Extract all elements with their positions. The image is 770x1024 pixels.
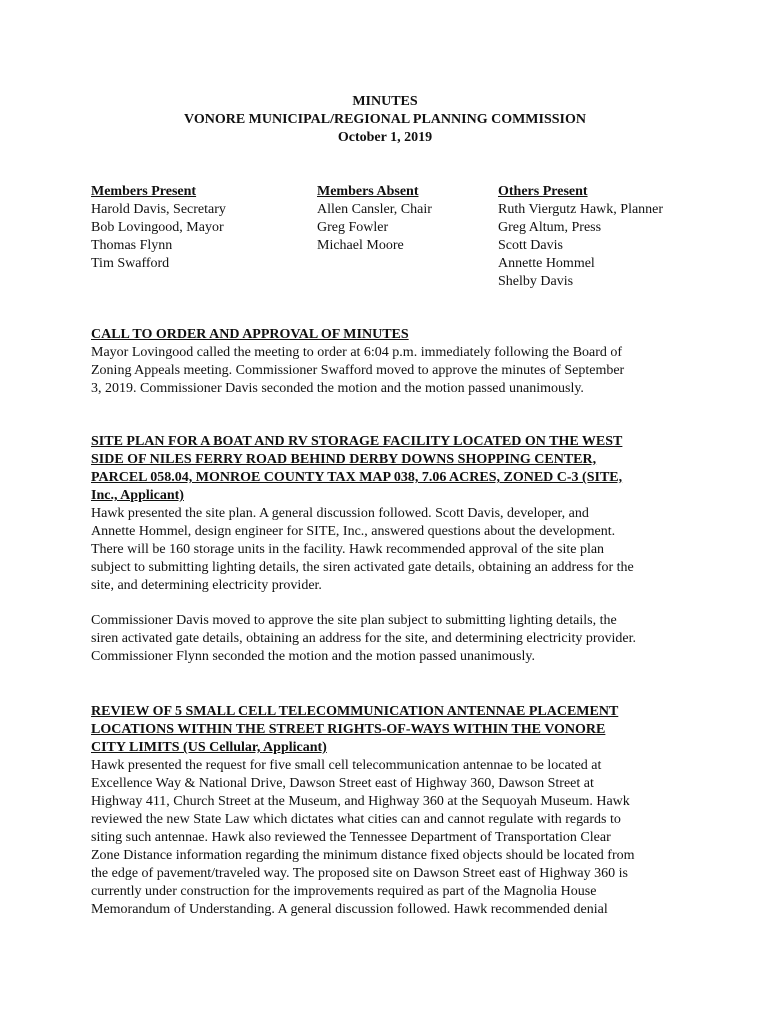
heading-title: MINUTES <box>352 94 418 109</box>
others-present-title: Others Present <box>498 184 588 199</box>
section-title-line: PARCEL 058.04, MONROE COUNTY TAX MAP 038, 7.06 ACRES, ZONED C-3 (SITE, <box>91 470 623 485</box>
body-line: currently under construction for the improvements required as part of the Magnolia House <box>91 884 597 899</box>
section-title-line: SIDE OF NILES FERRY ROAD BEHIND DERBY DOWNS SHOPPING CENTER, <box>91 452 597 467</box>
section-title-line: SITE PLAN FOR A BOAT AND RV STORAGE FACILITY LOCATED ON THE WEST <box>91 434 623 449</box>
body-line: siting such antennae. Hawk also reviewed the Tennessee Department of Transportation Clear <box>91 830 611 845</box>
body-line: Commissioner Flynn seconded the motion and the motion passed unanimously. <box>91 649 535 664</box>
body-line: Hawk presented the site plan. A general discussion followed. Scott Davis, developer, and <box>91 506 589 521</box>
call-to-order-section <box>91 326 691 398</box>
section-title-line: CITY LIMITS (US Cellular, Applicant) <box>91 740 327 755</box>
section-title: CALL TO ORDER AND APPROVAL OF MINUTES <box>91 327 409 342</box>
body-line: 3, 2019. Commissioner Davis seconded the motion and the motion passed unanimously. <box>91 381 584 396</box>
section-title-line: REVIEW OF 5 SMALL CELL TELECOMMUNICATION ANTENNAE PLACEMENT <box>91 704 619 719</box>
body-line: site, and determining electricity provider. <box>91 578 322 593</box>
body-line: siren activated gate details, obtaining an address for the site, and determining electricity provider. <box>91 631 637 646</box>
body-line: Zoning Appeals meeting. Commissioner Swafford moved to approve the minutes of September <box>91 363 625 378</box>
body-line: Commissioner Davis moved to approve the site plan subject to submitting lighting details, the <box>91 613 617 628</box>
guest-name: Greg Altum, Press <box>498 220 602 235</box>
body-line: Annette Hommel, design engineer for SITE, Inc., answered questions about the development. <box>91 524 616 539</box>
site-plan-section <box>91 433 691 666</box>
attendee-name: Thomas Flynn <box>91 238 173 253</box>
absentee-name: Greg Fowler <box>317 220 389 235</box>
body-line: Highway 411, Church Street at the Museum, and Highway 360 at the Sequoyah Museum. Hawk <box>91 794 630 809</box>
telecom-section <box>91 703 691 919</box>
document-heading <box>0 93 770 147</box>
members-absent-title: Members Absent <box>317 184 419 199</box>
members-present-column <box>91 183 226 273</box>
guest-name: Scott Davis <box>498 238 563 253</box>
paragraph-gap <box>91 595 691 612</box>
heading-date: October 1, 2019 <box>337 130 433 145</box>
attendee-name: Tim Swafford <box>91 256 170 271</box>
body-line: Zone Distance information regarding the minimum distance fixed objects should be located from <box>91 848 635 863</box>
body-line: subject to submitting lighting details, the siren activated gate details, obtaining an address for the <box>91 560 634 575</box>
others-present-column <box>498 183 663 291</box>
absentee-name: Allen Cansler, Chair <box>317 202 432 217</box>
guest-name: Shelby Davis <box>498 274 574 289</box>
guest-name: Annette Hommel <box>498 256 595 271</box>
body-line: Mayor Lovingood called the meeting to order at 6:04 p.m. immediately following the Board of <box>91 345 623 360</box>
attendee-name: Bob Lovingood, Mayor <box>91 220 224 235</box>
attendee-name: Harold Davis, Secretary <box>91 202 226 217</box>
heading-commission: VONORE MUNICIPAL/REGIONAL PLANNING COMMISSION <box>184 112 586 127</box>
body-line: There will be 160 storage units in the facility. Hawk recommended approval of the site plan <box>91 542 605 557</box>
absentee-name: Michael Moore <box>317 238 404 253</box>
body-line: Hawk presented the request for five small cell telecommunication antennae to be located at <box>91 758 602 773</box>
members-present-title: Members Present <box>91 184 197 199</box>
body-line: Excellence Way & National Drive, Dawson Street east of Highway 360, Dawson Street at <box>91 776 594 791</box>
body-line: the edge of pavement/traveled way. The proposed site on Dawson Street east of Highway 360 is <box>91 866 628 881</box>
guest-name: Ruth Viergutz Hawk, Planner <box>498 202 664 217</box>
members-absent-column <box>317 183 432 255</box>
body-line: reviewed the new State Law which dictates what cities can and cannot regulate with regards to <box>91 812 621 827</box>
section-title-line: Inc., Applicant) <box>91 488 184 503</box>
body-line: Memorandum of Understanding. A general discussion followed. Hawk recommended denial <box>91 902 608 917</box>
section-title-line: LOCATIONS WITHIN THE STREET RIGHTS-OF-WAYS WITHIN THE VONORE <box>91 722 606 737</box>
